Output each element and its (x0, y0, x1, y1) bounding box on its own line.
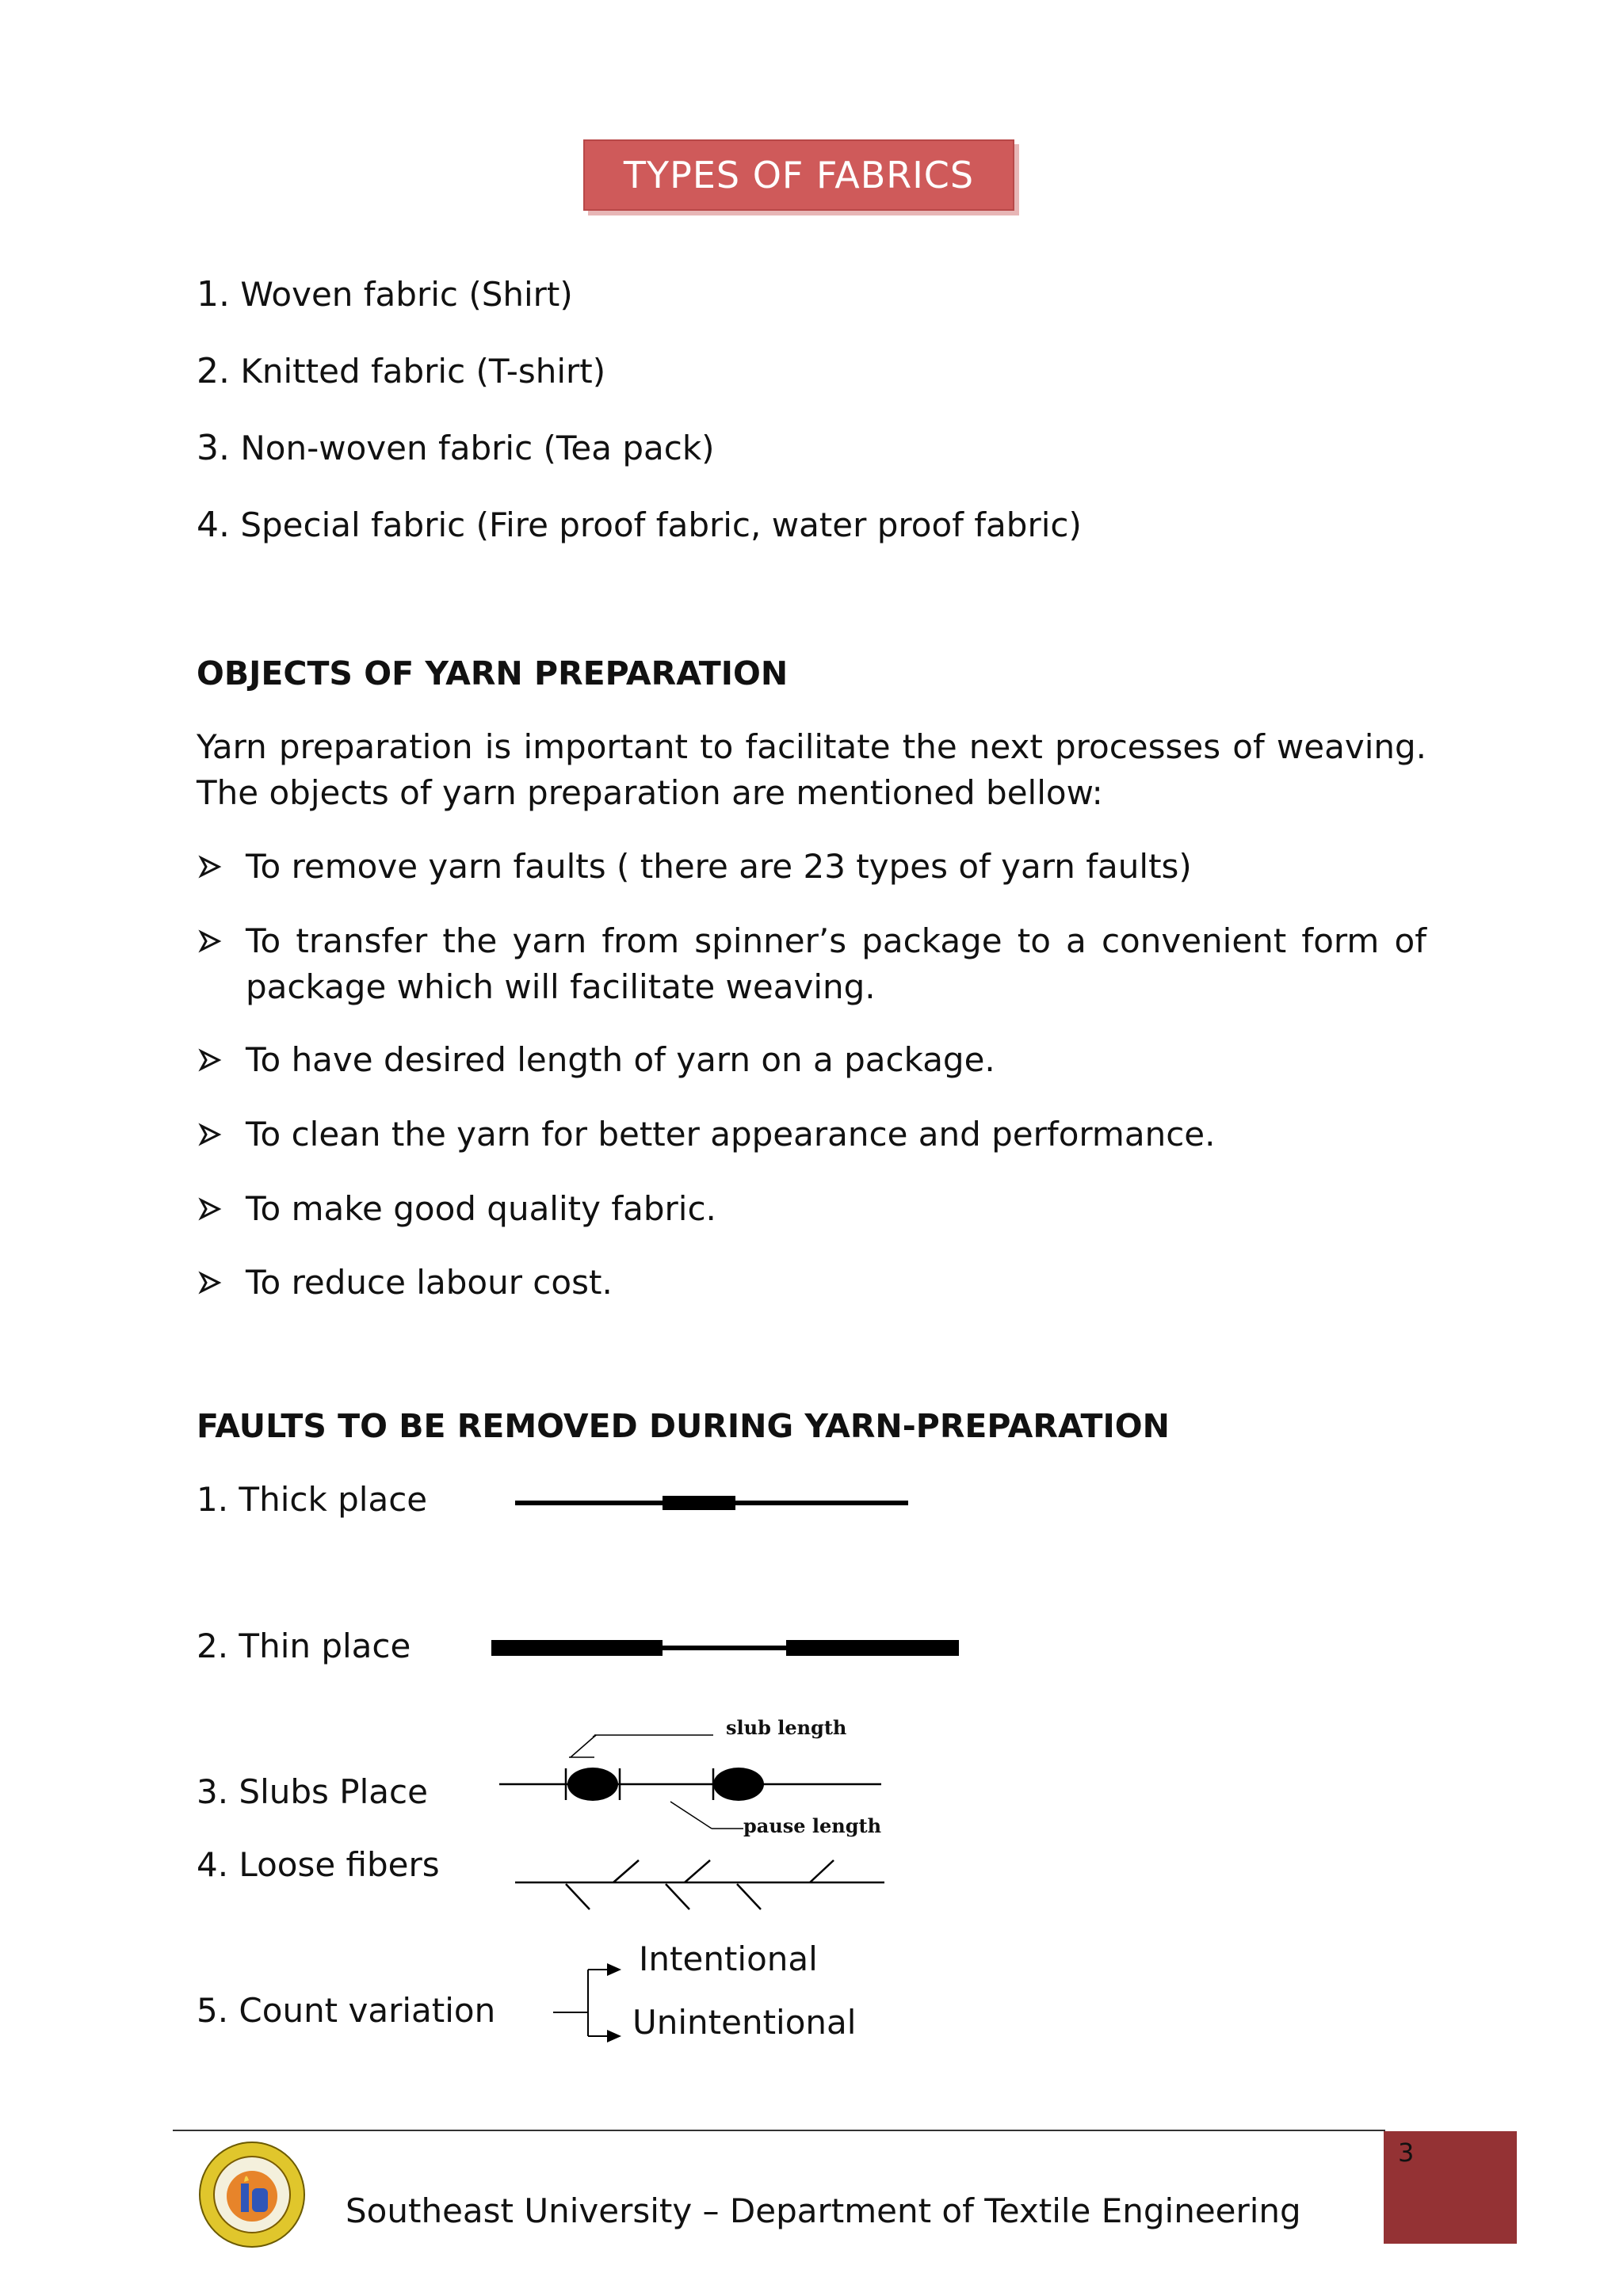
bullet-text: To have desired length of yarn on a package. (246, 1040, 995, 1079)
paragraph-line: The objects of yarn preparation are mentioned bellow: (197, 773, 1103, 812)
bullet-text: To remove yarn faults ( there are 23 types of yarn faults) (246, 847, 1192, 886)
arrow-bullet-icon (198, 1037, 222, 1083)
bullet-text: To reduce labour cost. (246, 1263, 613, 1302)
list-number: 1. (197, 274, 230, 315)
page-title-banner (583, 139, 1014, 211)
paragraph-line: Yarn preparation is important to facilitate the next processes of weaving. (197, 727, 1426, 766)
arrow-bullet-icon (198, 1112, 222, 1158)
fault-label: 4. Loose fibers (197, 1845, 440, 1884)
list-text: Non-woven fabric (Tea pack) (240, 429, 715, 467)
arrow-bullet-icon (198, 844, 222, 890)
page-number-box (1384, 2131, 1517, 2244)
count-option-intentional: Intentional (639, 1939, 818, 1978)
loose-fibers-diagram (514, 1854, 894, 1917)
page-number: 3 (1398, 2138, 1415, 2168)
fault-label: 5. Count variation (197, 1991, 496, 2030)
count-variation-bracket (552, 1954, 639, 2049)
arrow-bullet-icon (198, 918, 222, 964)
count-option-unintentional: Unintentional (632, 2003, 857, 2042)
list-number: 2. (197, 351, 230, 391)
section-heading-faults: FAULTS TO BE REMOVED DURING YARN-PREPARATION (197, 1407, 1170, 1445)
pause-length-label: pause length (743, 1814, 882, 1837)
bullet-text: package which will facilitate weaving. (246, 967, 876, 1006)
bullet-text: To make good quality fabric. (246, 1189, 716, 1228)
bullet-item (198, 844, 1426, 890)
fault-label: 1. Thick place (197, 1480, 428, 1519)
list-number: 3. (197, 428, 230, 468)
list-item (197, 428, 715, 470)
bullet-text: To clean the yarn for better appearance and performance. (246, 1115, 1216, 1154)
thick-place-diagram (515, 1493, 911, 1516)
bullet-text: To transfer the yarn from spinner’s package to a convenient form of (246, 921, 1426, 960)
slub-length-label: slub length (726, 1716, 847, 1739)
thin-place-diagram (490, 1637, 965, 1661)
list-item (197, 505, 1082, 547)
fault-label: 2. Thin place (197, 1627, 411, 1665)
arrow-bullet-icon (198, 1186, 222, 1232)
bullet-item (198, 1186, 1426, 1232)
arrow-bullet-icon (198, 1260, 222, 1306)
university-seal-icon (198, 2141, 306, 2248)
bullet-item (198, 1260, 1426, 1306)
list-item (197, 351, 605, 393)
footer-text: Southeast University – Department of Textile Engineering (346, 2191, 1301, 2230)
list-text: Special fabric (Fire proof fabric, water proof fabric) (240, 505, 1082, 544)
bullet-item (198, 918, 1426, 1010)
list-number: 4. (197, 505, 230, 545)
footer-divider (173, 2130, 1385, 2131)
list-text: Woven fabric (Shirt) (240, 275, 573, 314)
list-item (197, 274, 573, 316)
page-title: TYPES OF FABRICS (623, 154, 975, 196)
list-text: Knitted fabric (T-shirt) (240, 352, 606, 391)
fault-label: 3. Slubs Place (197, 1772, 428, 1811)
bullet-item (198, 1112, 1426, 1158)
section-heading-objects: OBJECTS OF YARN PREPARATION (197, 654, 789, 692)
bullet-item (198, 1037, 1426, 1083)
